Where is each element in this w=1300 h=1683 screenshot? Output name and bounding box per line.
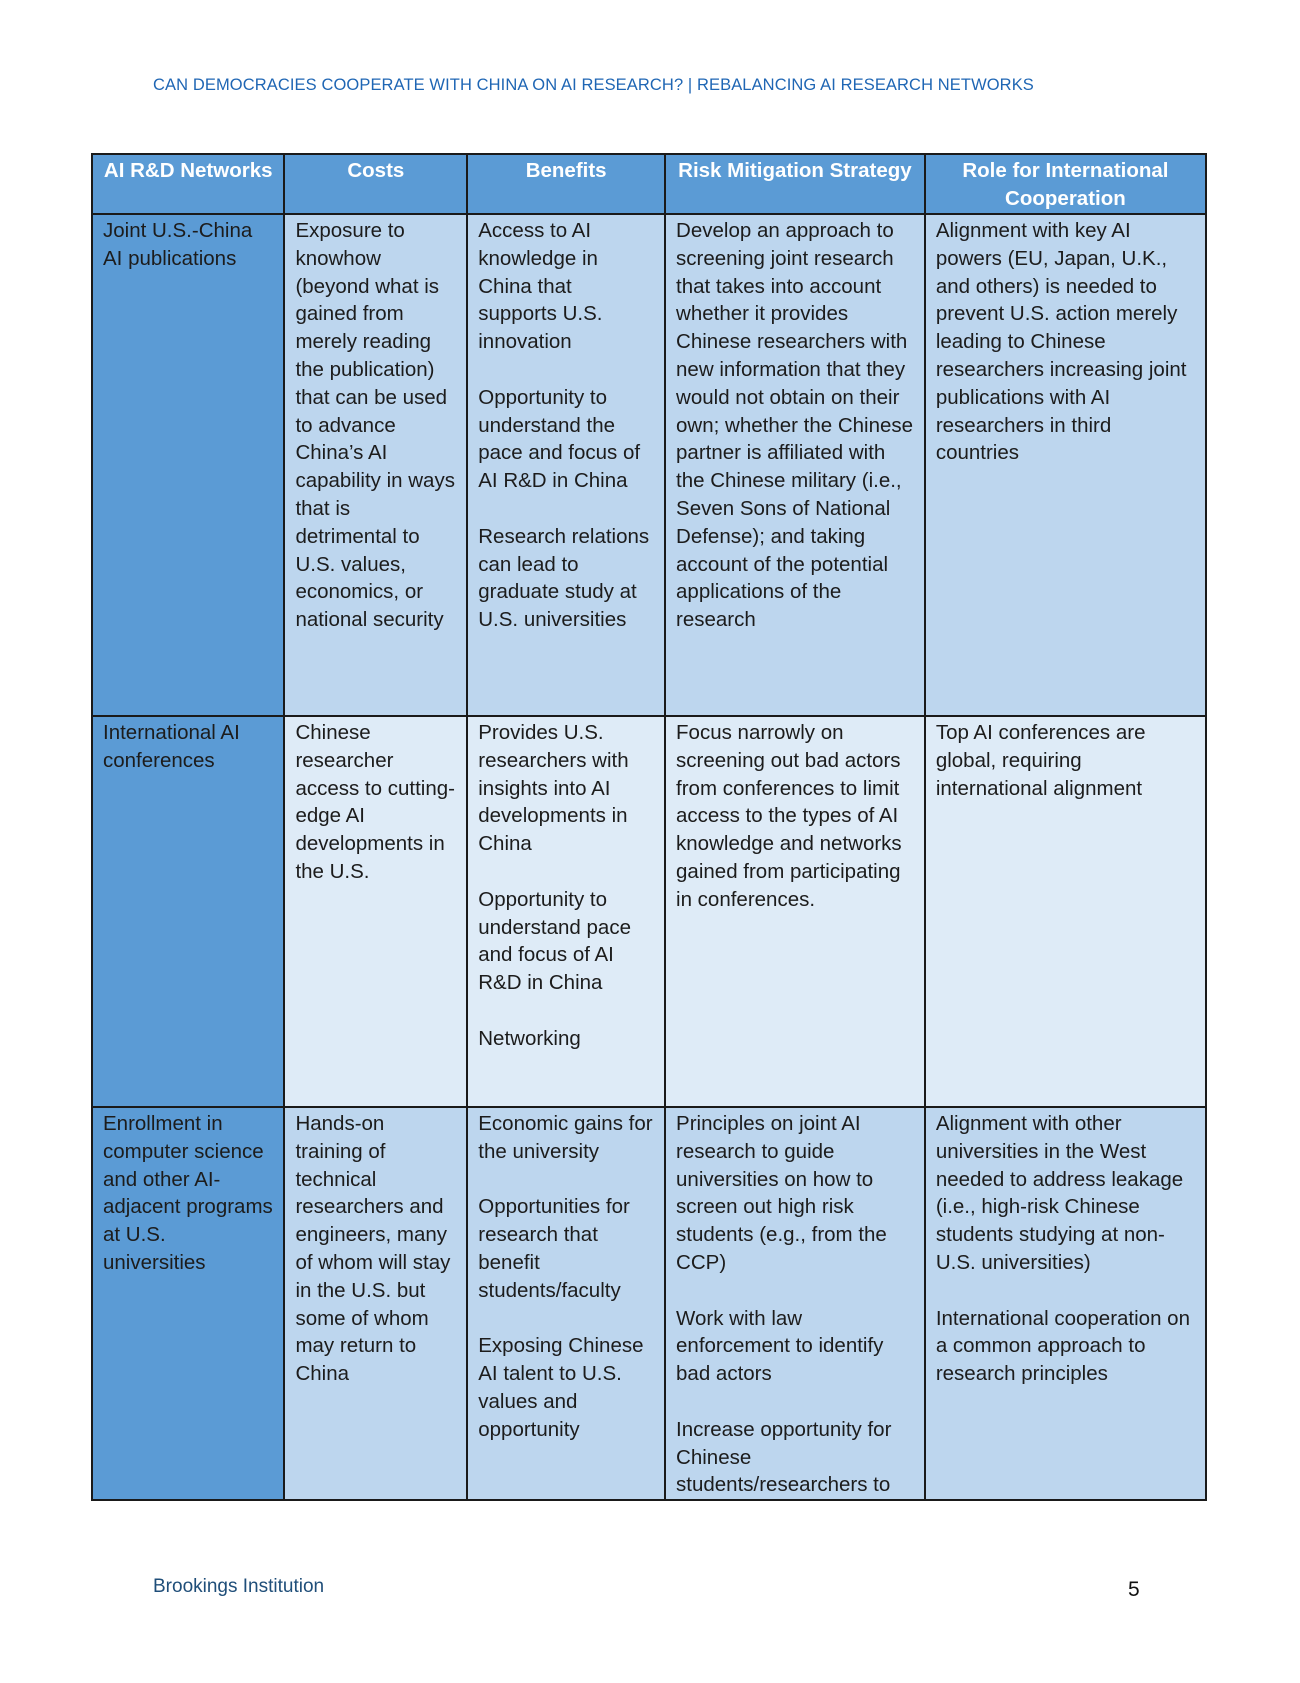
- table-header-row: [92, 154, 1206, 214]
- cell-paragraph: Hands-on training of technical researchers and engineers, many of whom will stay in the U.S. but some of whom may return to China: [295, 1112, 451, 1386]
- cell-paragraph: Opportunities for research that benefit students/faculty: [478, 1195, 630, 1302]
- cell-paragraph: Economic gains for the university: [478, 1112, 653, 1163]
- running-header: CAN DEMOCRACIES COOPERATE WITH CHINA ON AI RESEARCH? | REBALANCING AI RESEARCH NETWORKS: [153, 76, 1034, 94]
- cell-paragraph: Increase opportunity for Chinese students/researchers to: [676, 1417, 892, 1497]
- network-cell: [92, 214, 284, 716]
- cell-paragraph: Research relations can lead to graduate study at U.S. universities: [478, 524, 650, 632]
- cell-paragraph: Chinese researcher access to cutting-edge AI developments in the U.S.: [295, 721, 455, 883]
- cell-paragraph: Principles on joint AI research to guide universities on how to screen out high risk students (e.g., from the CCP): [676, 1112, 887, 1274]
- column-header-benefits: Benefits: [467, 154, 665, 214]
- cell-paragraph: Access to AI knowledge in China that supports U.S. innovation: [478, 219, 603, 354]
- cell-paragraph: International cooperation on a common approach to research principles: [935, 1306, 1190, 1386]
- cell-paragraph: Top AI conferences are global, requiring international alignment: [935, 721, 1146, 800]
- cell-paragraph: Develop an approach to screening joint research that takes into account whether it provides Chinese researchers with new information that they would not obtain on their own; whether the Chinese partner is affiliated with the Chinese military (i.e., Seven Sons of National Defense); and taking account of the potential applications of the research: [676, 219, 914, 632]
- benefits-cell: [467, 214, 665, 716]
- international-role-cell: [925, 1107, 1206, 1500]
- page-number: 5: [1128, 1578, 1140, 1601]
- cell-paragraph: Provides U.S. researchers with insights into AI developments in China: [478, 721, 629, 856]
- network-cell: [92, 716, 284, 1107]
- table-row: [92, 214, 1206, 716]
- column-header-networks: AI R&D Networks: [92, 154, 284, 214]
- ai-networks-table: [91, 153, 1207, 1501]
- footer-organization: Brookings Institution: [153, 1576, 325, 1597]
- costs-cell: [284, 1107, 467, 1500]
- cell-paragraph: Networking: [478, 1026, 581, 1050]
- cell-paragraph: Exposing Chinese AI talent to U.S. values and opportunity: [478, 1334, 644, 1441]
- international-role-cell: [925, 214, 1206, 716]
- risk-mitigation-cell: [665, 1107, 925, 1500]
- cell-paragraph: Opportunity to understand the pace and focus of AI R&D in China: [478, 385, 641, 493]
- cell-paragraph: Focus narrowly on screening out bad actors from conferences to limit access to the types of AI knowledge and networks gained from participating in conferences.: [676, 721, 902, 911]
- risk-mitigation-cell: [665, 716, 925, 1107]
- risk-mitigation-cell: [665, 214, 925, 716]
- cell-paragraph: Work with law enforcement to identify bad actors: [676, 1306, 884, 1386]
- table-row: [92, 716, 1206, 1107]
- column-header-risk-mitigation: Risk Mitigation Strategy: [665, 154, 925, 214]
- network-cell: [92, 1107, 284, 1500]
- costs-cell: [284, 214, 467, 716]
- table-row: [92, 1107, 1206, 1500]
- benefits-cell: [467, 716, 665, 1107]
- column-header-costs: Costs: [284, 154, 467, 214]
- cell-paragraph: Alignment with key AI powers (EU, Japan, U.K., and others) is needed to prevent U.S. action merely leading to Chinese researchers increasing joint publications with AI researchers in third countries: [935, 219, 1187, 465]
- cell-paragraph: Opportunity to understand pace and focus of AI R&D in China: [478, 887, 631, 995]
- benefits-cell: [467, 1107, 665, 1500]
- network-label: Enrollment in computer science and other AI-adjacent programs at U.S. universities: [103, 1112, 273, 1274]
- international-role-cell: [925, 716, 1206, 1107]
- network-label: International AI conferences: [103, 721, 240, 772]
- cell-paragraph: Alignment with other universities in the West needed to address leakage (i.e., high-risk Chinese students studying at non-U.S. universities): [935, 1112, 1184, 1274]
- cell-paragraph: Exposure to knowhow (beyond what is gained from merely reading the publication) that can be used to advance China’s AI capability in ways that is detrimental to U.S. values, economics, or national security: [295, 219, 455, 632]
- column-header-international-role: Role for International Cooperation: [925, 154, 1206, 214]
- network-label: Joint U.S.-China AI publications: [103, 219, 253, 270]
- costs-cell: [284, 716, 467, 1107]
